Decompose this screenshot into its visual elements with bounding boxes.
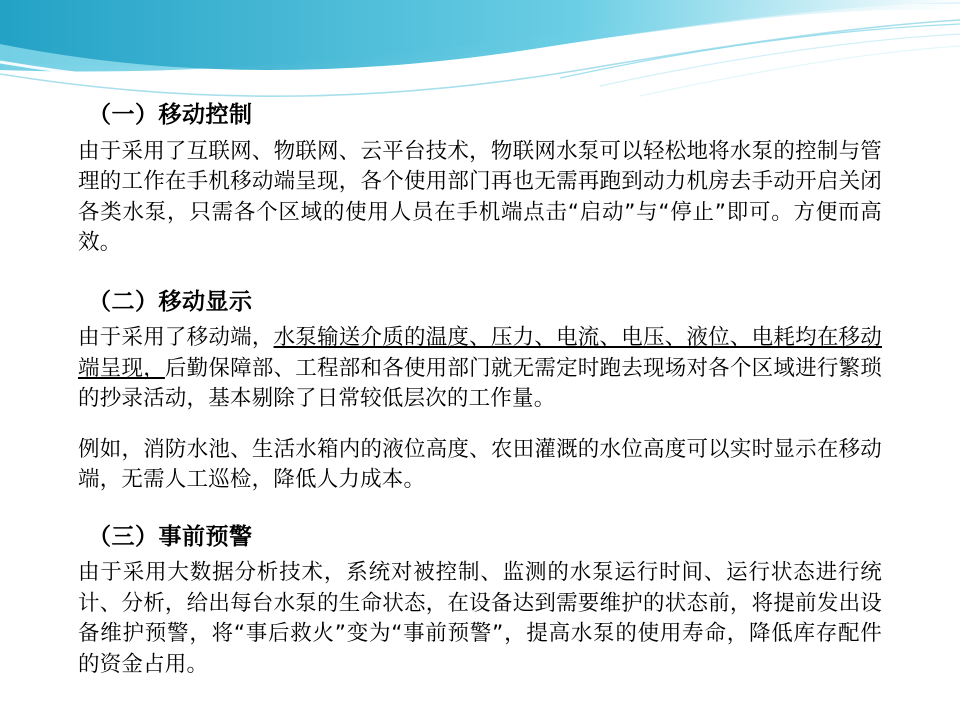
section-2-paragraph-2: 例如，消防水池、生活水箱内的液位高度、农田灌溉的水位高度可以实时显示在移动端，无需人工巡检，降低人力成本。 — [78, 436, 882, 493]
section-heading-2: （二）移动显示 — [88, 288, 253, 315]
section-3-paragraph-1: 由于采用大数据分析技术，系统对被控制、监测的水泵运行时间、运行状态进行统计、分析，给出每台水泵的生命状态，在设备达到需要维护的状态前，将提前发出设备维护预警，将“事后救火”变为“事前预警”，提高水泵的使用寿命，降低库存配件的资金占用。 — [78, 560, 882, 677]
section-2-paragraph-1-underlined: 水泵输送介质的温度、压力、电流、电压、液位、电耗均在移动端呈现， — [78, 325, 882, 381]
section-1-paragraph-1: 由于采用了互联网、物联网、云平台技术，物联网水泵可以轻松地将水泵的控制与管理的工作在手机移动端呈现，各个使用部门再也无需再跑到动力机房去手动开启关闭各类水泵，只需各个区域的使用人员在手机端点击“启动”与“停止”即可。方便而高效。 — [78, 138, 882, 256]
section-2-paragraph-1-suffix: 后勤保障部、工程部和各使用部门就无需定时跑去现场对各个区域进行繁琐的抄录活动，基本剔除了日常较低层次的工作量。 — [78, 355, 882, 412]
section-heading-1: （一）移动控制 — [88, 102, 253, 128]
section-2-paragraph-1 — [78, 323, 882, 415]
slide-body — [0, 98, 960, 682]
section-heading-3: （三）事前预警 — [88, 523, 253, 550]
section-2-paragraph-1-prefix: 由于采用了移动端， — [78, 325, 274, 351]
